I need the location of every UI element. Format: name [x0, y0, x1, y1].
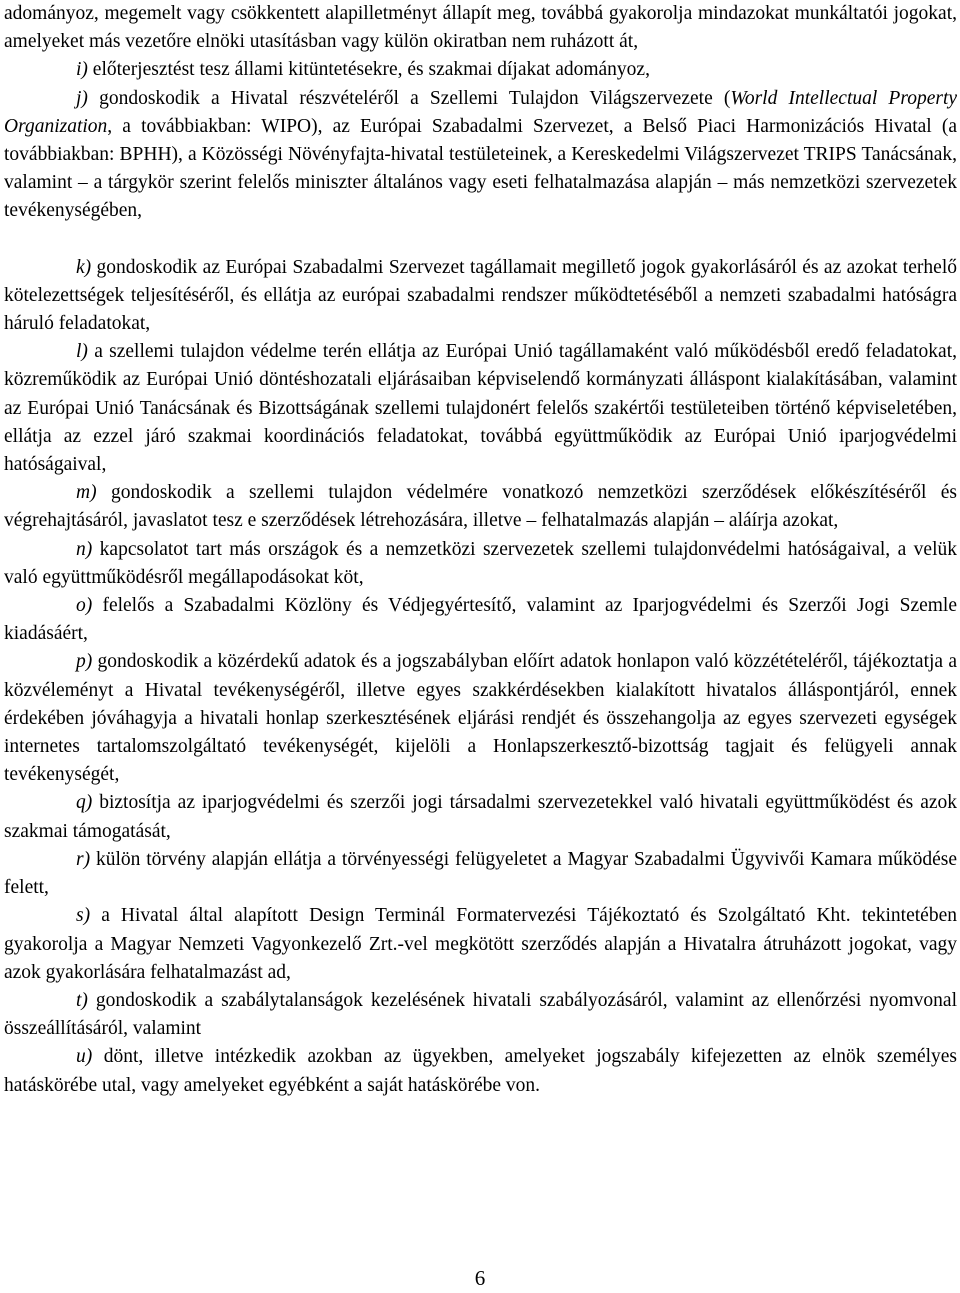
- item-label: n): [76, 538, 93, 560]
- item-label: j): [76, 87, 88, 109]
- page-number: 6: [474, 1266, 486, 1290]
- list-item-o: [4, 592, 957, 648]
- list-item-u: [4, 1043, 957, 1099]
- list-item-l: [4, 338, 957, 479]
- item-text-italic: World Intellectual Property Organization: [4, 87, 958, 137]
- item-text: gondoskodik a szabálytalanságok kezelésének hivatali szabályozásáról, valamint az ellenőrzési nyomvonal összeállításáról, valamint: [4, 989, 958, 1040]
- item-text: a Hivatal által alapított Design Terminál Formatervezési Tájékoztató és Szolgáltató Kht. tekintetében gyakorolja a Magyar Nemzeti Vagyonkezelő Zrt.-vel megkötött szerződés alapján a Hivatalra átruházott jogokat, vagy azok gyakorlására felhatalmazást ad,: [4, 905, 957, 983]
- item-label: k): [76, 256, 92, 278]
- item-text: gondoskodik a Hivatal részvételéről a Szellemi Tulajdon Világszervezete (: [99, 87, 731, 109]
- item-label: p): [76, 651, 93, 673]
- item-text: dönt, illetve intézkedik azokban az ügyekben, amelyeket jogszabály kifejezetten az elnök személyes hatáskörébe utal, vagy amelyeket egyébként a saját hatáskörébe von.: [4, 1046, 958, 1096]
- list-item-r: [4, 846, 957, 902]
- intro-paragraph: adományoz, megemelt vagy csökkentett alapilletményt állapít meg, továbbá gyakorolja mindazokat munkáltatói jogokat, amelyeket más vezetőre elnöki utasításban vagy külön okiratban nem ruházott át,: [4, 3, 957, 53]
- item-label: l): [76, 341, 88, 363]
- item-text: kapcsolatot tart más országok és a nemzetközi szervezetek szellemi tulajdonvédelmi hatóságaival, a velük való együttműködésről megállapodásokat köt,: [4, 538, 957, 588]
- list-item-q: [4, 789, 957, 845]
- item-label: o): [76, 595, 93, 617]
- item-text: gondoskodik a szellemi tulajdon védelmére vonatkozó nemzetközi szerződések előkészítéséről és végrehajtásáról, javaslatot tesz e szerződések létrehozására, illetve – felhatalmazás alapján – aláírja azokat,: [4, 482, 958, 532]
- item-text: biztosítja az iparjogvédelmi és szerzői jogi társadalmi szervezetekkel való hivatali együttműködést és azok szakmai támogatását,: [4, 792, 958, 842]
- list-item-n: [4, 536, 957, 592]
- item-text: felelős a Szabadalmi Közlöny és Védjegyértesítő, valamint az Iparjogvédelmi és Szerzői Jogi Szemle kiadásáért,: [4, 595, 958, 645]
- list-item-k: [4, 254, 957, 339]
- list-item-t: [4, 987, 957, 1043]
- item-label: q): [76, 792, 93, 814]
- item-label: i): [76, 59, 88, 81]
- item-text: a szellemi tulajdon védelme terén ellátja az Európai Unió tagállamaként való működésből eredő feladatokat, közreműködik az Európai Unió döntéshozatali eljárásaiban képviselendő kormányzati álláspont kialakításában, valamint az Európai Unió Tanácsának és Bizottságának szellemi tulajdonért felelős szakértői testületeiben történő képviseletében, ellátja az ezzel járó szakmai koordinációs feladatokat, továbbá együttműködik az Európai Unió iparjogvédelmi hatóságaival,: [4, 341, 958, 476]
- document-page: [4, 0, 957, 1100]
- item-text: gondoskodik a közérdekű adatok és a jogszabályban előírt adatok honlapon való közzétételéről, tájékoztatja a közvéleményt a Hivatal tevékenységéről, illetve egyes szakkérdésekben kialakított hivatalos álláspontjáról, ennek érdekében jóváhagyja a hivatali honlap szerkesztésének eljárási rendjét és összehangolja az egyes szervezeti egységek internetes tartalomszolgáltató tevékenységét, kijelöli a Honlapszerkesztő-bizottság tagjait és felügyeli annak tevékenységét,: [4, 651, 957, 786]
- item-label: t): [76, 989, 88, 1011]
- item-text: külön törvény alapján ellátja a törvényességi felügyeletet a Magyar Szabadalmi Ügyvivői Kamara működése felett,: [4, 848, 957, 899]
- item-label: u): [76, 1046, 93, 1068]
- item-text: gondoskodik az Európai Szabadalmi Szervezet tagállamait megillető jogok gyakorlásáról és az azokat terhelő kötelezettségek teljesítéséről, és ellátja az európai szabadalmi rendszer működtetéséből a nemzeti szabadalmi hatóságra háruló feladatokat,: [4, 256, 958, 335]
- item-label: r): [76, 848, 91, 870]
- list-item-j: [4, 85, 957, 226]
- list-item-s: [4, 902, 957, 987]
- item-text: előterjesztést tesz állami kitüntetésekre, és szakmai díjakat adományoz,: [92, 59, 650, 81]
- item-text: , a továbbiakban: WIPO), az Európai Szabadalmi Szervezet, a Belső Piaci Harmonizációs Hivatal (a továbbiakban: BPHH), a Közösségi Növényfajta-hivatal testületeinek, a Kereskedelmi Világszervezet TRIPS Tanácsának, valamint – a tárgykör szerint felelős miniszter általános vagy eseti felhatalmazása alapján – más nemzetközi szervezetek tevékenységében,: [4, 115, 957, 222]
- item-label: m): [76, 482, 97, 504]
- list-item-i: [4, 56, 957, 84]
- list-item-p: [4, 648, 957, 789]
- list-item-m: [4, 479, 957, 535]
- item-label: s): [76, 905, 91, 927]
